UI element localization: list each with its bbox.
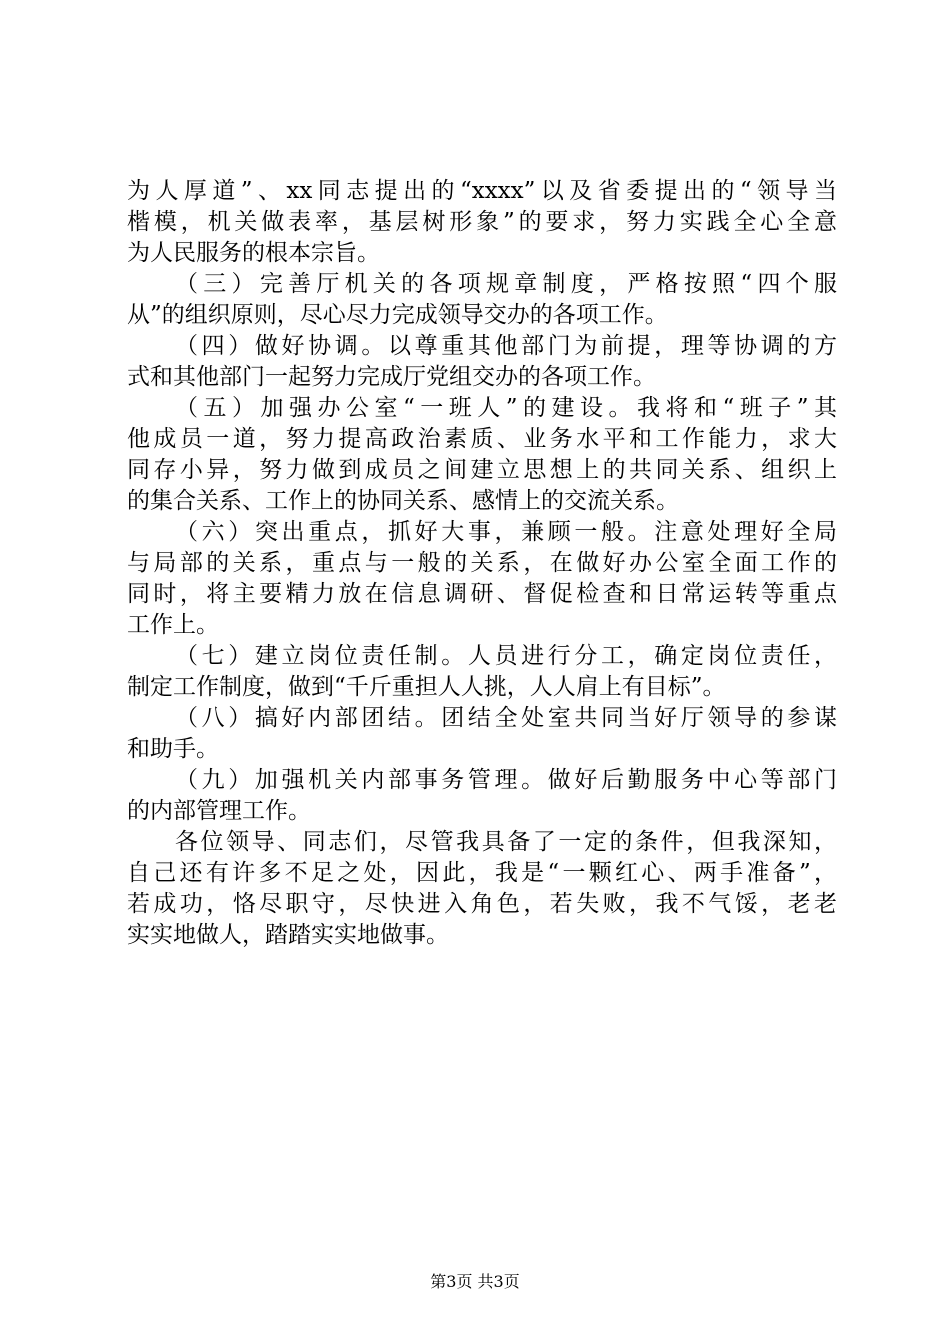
page-footer: 第3页 共3页 [430, 1272, 520, 1291]
text-line: 的内部管理工作。 [127, 798, 311, 824]
text-line: 他成员一道，努力提高政治素质、业务水平和工作能力，求大 [127, 426, 837, 452]
text-line: 楷模，机关做表率，基层树形象”的要求，努力实践全心全意 [127, 209, 837, 235]
text-line: 为人民服务的根本宗旨。 [127, 240, 380, 266]
text-line: 自己还有许多不足之处，因此，我是“一颗红心、两手准备”， [127, 860, 837, 886]
text-line: 实实地做人，踏踏实实地做事。 [127, 922, 449, 948]
text-line: 从”的组织原则，尽心尽力完成领导交办的各项工作。 [127, 302, 668, 328]
text-line: 与局部的关系，重点与一般的关系，在做好办公室全面工作的 [127, 550, 837, 576]
text-line: 和助手。 [127, 736, 219, 762]
text-line: 同时，将主要精力放在信息调研、督促检查和日常运转等重点 [127, 581, 837, 607]
text-line: 制定工作制度，做到“千斤重担人人挑，人人肩上有目标”。 [127, 674, 726, 700]
text-line: 若成功，恪尽职守，尽快进入角色，若失败，我不气馁，老老 [127, 891, 837, 917]
text-line: 工作上。 [127, 612, 219, 638]
text-line: （七）建立岗位责任制。人员进行分工，确定岗位责任， [175, 643, 837, 669]
text-line: （四）做好协调。以尊重其他部门为前提，理等协调的方 [175, 333, 837, 359]
text-line: （八）搞好内部团结。团结全处室共同当好厅领导的参谋 [175, 705, 837, 731]
text-line: 的集合关系、工作上的协同关系、感情上的交流关系。 [127, 488, 679, 514]
text-line: （五）加强办公室“一班人”的建设。我将和“班子”其 [175, 395, 837, 421]
text-line: 为人厚道”、xx同志提出的“xxxx”以及省委提出的“领导当 [127, 178, 837, 204]
text-line: 式和其他部门一起努力完成厅党组交办的各项工作。 [127, 364, 656, 390]
text-line: （六）突出重点，抓好大事，兼顾一般。注意处理好全局 [175, 519, 837, 545]
document-body [127, 176, 837, 951]
text-line: 各位领导、同志们，尽管我具备了一定的条件，但我深知， [175, 829, 837, 855]
text-line: （九）加强机关内部事务管理。做好后勤服务中心等部门 [175, 767, 837, 793]
text-line: 同存小异，努力做到成员之间建立思想上的共同关系、组织上 [127, 457, 837, 483]
text-line: （三）完善厅机关的各项规章制度，严格按照“四个服 [175, 271, 837, 297]
